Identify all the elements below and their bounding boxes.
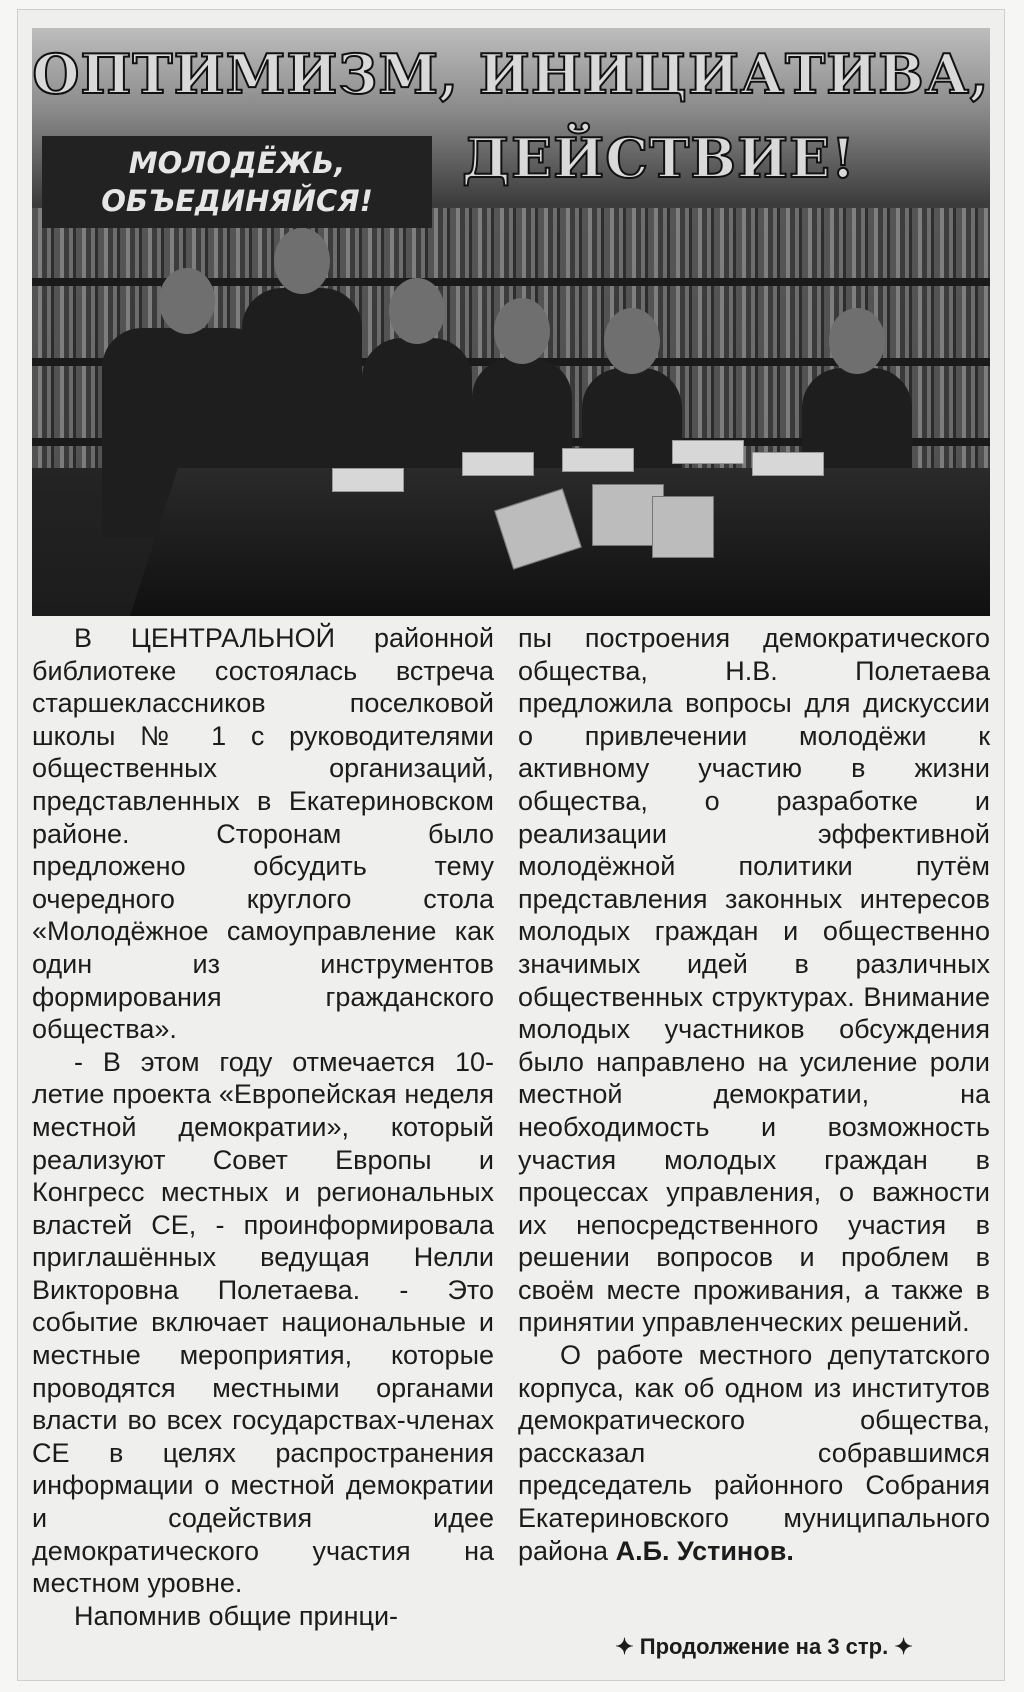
diamond-bullet-icon: ✦ [615, 1634, 634, 1659]
slogan-line-2: ОБЪЕДИНЯЙСЯ! [101, 184, 373, 218]
continuation-text: Продолжение на 3 стр. [639, 1634, 889, 1659]
slogan-line-1: МОЛОДЁЖЬ, [128, 146, 346, 180]
article-paragraph: - В этом году отмечается 10-летие проекта «Европейская неделя местной демократии», который реализуют Совет Европы и Конгресс местных и региональных властей СЕ, - проинформировала приглашённых ведущая Нелли Викторовна Полетаева. - Это событие включает национальные и местные мероприятия, которые проводятся местными органами власти во всех государствах-членах СЕ в целях распространения информации о местной демократии и содействия идее демократического участия на местном уровне. [32, 1046, 494, 1599]
name-plate [752, 452, 824, 476]
slogan-banner [42, 136, 432, 228]
article-paragraph: В ЦЕНТРАЛЬНОЙ районной библиотеке состоялась встреча старшеклассников поселковой школы № 1 с руководителями общественных организаций, представленных в Екатериновском районе. Сторонам было предложено обсудить тему очередного круглого стола «Молодёжное самоуправление как один из инструментов формирования гражданского общества». [32, 623, 494, 1045]
header-photo [32, 28, 990, 616]
article-paragraph [518, 1339, 990, 1567]
diamond-bullet-icon: ✦ [894, 1634, 913, 1659]
author-name: А.Б. Устинов. [615, 1535, 794, 1566]
article-column-left [32, 622, 494, 1632]
continuation-note [554, 1634, 974, 1660]
article-paragraph: пы построения демократического общества, Н.В. Полетаева предложила вопросы для дискуссии о привлечении молодёжи к активному участию в жизни общества, о разработке и реализации эффективной молодёжной политики путём представления законных интересов молодых граждан и общественно значимых идей в различных общественных структурах. Внимание молодых участников обсуждения было направлено на усиление роли местной демократии, на необходимость и возможность участия молодых граждан в процессах управления, о важности их непосредственного участия в решении вопросов и проблем в своём месте проживания, а также в принятии управленческих решений. [518, 623, 990, 1338]
name-plate [672, 440, 744, 464]
name-plate [462, 452, 534, 476]
name-plate [332, 468, 404, 492]
newspaper-clipping [18, 10, 1004, 1680]
name-plate [562, 448, 634, 472]
headline-line-1: ОПТИМИЗМ, ИНИЦИАТИВА, [32, 42, 990, 106]
paragraph-text: О работе местного депутатского корпуса, как об одном из институтов демократического общества, рассказал собравшимся председатель районного Собрания Екатериновского муниципального района [518, 1340, 990, 1566]
headline-line-2: ДЕЙСТВИЕ! [462, 126, 856, 190]
brochure [652, 496, 714, 558]
article-column-right [518, 622, 990, 1567]
article-paragraph: Напомнив общие принци- [74, 1600, 399, 1631]
